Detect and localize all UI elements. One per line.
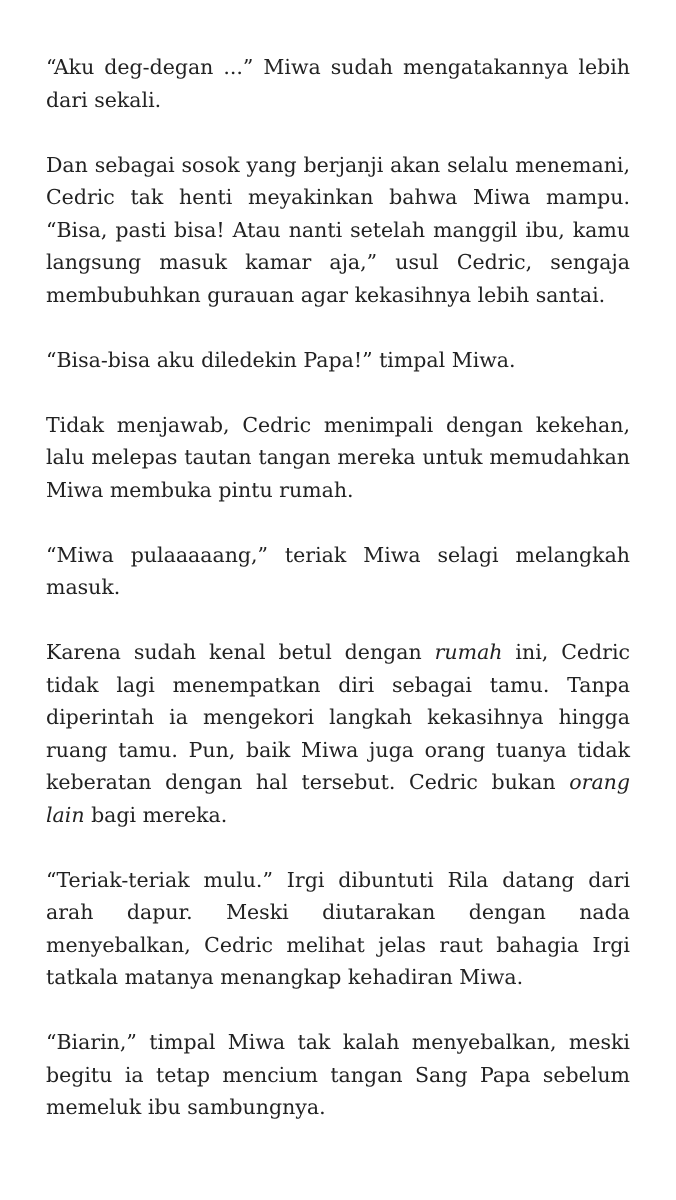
paragraph-5-text: “Miwa pulaaaaang,” teriak Miwa selagi melangkah masuk. <box>46 542 630 599</box>
paragraph-7-text: “Teriak-teriak mulu.” Irgi dibuntuti Rila datang dari arah dapur. Meski diutarakan dengan nada menyebalkan, Cedric melihat jelas raut bahagia Irgi tatkala matanya menangkap kehadiran Miwa. <box>46 867 630 989</box>
paragraph-4-text: Tidak menjawab, Cedric menimpali dengan kekehan, lalu melepas tautan tangan mereka untuk memudahkan Miwa membuka pintu rumah. <box>46 412 630 502</box>
paragraph-4 <box>46 409 630 507</box>
paragraph-2 <box>46 149 630 312</box>
paragraph-6-italic-rumah: rumah <box>434 640 503 664</box>
paragraph-2-text: Dan sebagai sosok yang berjanji akan selalu menemani, Cedric tak henti meyakinkan bahwa Miwa mampu. “Bisa, pasti bisa! Atau nanti setelah manggil ibu, kamu langsung masuk kamar aja,” usul Cedric, sengaja membubuhkan gurauan agar kekasihnya lebih santai. <box>46 152 630 307</box>
paragraph-6-text-b: ini, Cedric tidak lagi menempatkan diri sebagai tamu. Tanpa diperintah ia mengekori langkah kekasihnya hingga ruang tamu. Pun, baik Miwa juga orang tuanya tidak keberatan dengan hal tersebut. Cedric bukan <box>46 640 630 794</box>
paragraph-5 <box>46 539 630 604</box>
paragraph-6-text-a: Karena sudah kenal betul dengan <box>46 640 435 664</box>
paragraph-7 <box>46 864 630 994</box>
paragraph-8-text: “Biarin,” timpal Miwa tak kalah menyebalkan, meski begitu ia tetap mencium tangan Sang Papa sebelum memeluk ibu sambungnya. <box>46 1030 630 1119</box>
paragraph-1 <box>46 51 630 116</box>
paragraph-3-text: “Bisa-bisa aku diledekin Papa!” timpal Miwa. <box>46 347 516 372</box>
paragraph-6-text-c: bagi mereka. <box>84 802 228 827</box>
paragraph-6-italic-orang-lain: orang lain <box>46 770 630 827</box>
paragraph-6 <box>46 636 630 831</box>
paragraph-1-text: “Aku deg-degan ...” Miwa sudah mengatakannya lebih dari sekali. <box>46 55 630 112</box>
paragraph-3 <box>46 344 630 377</box>
paragraph-8 <box>46 1026 630 1124</box>
